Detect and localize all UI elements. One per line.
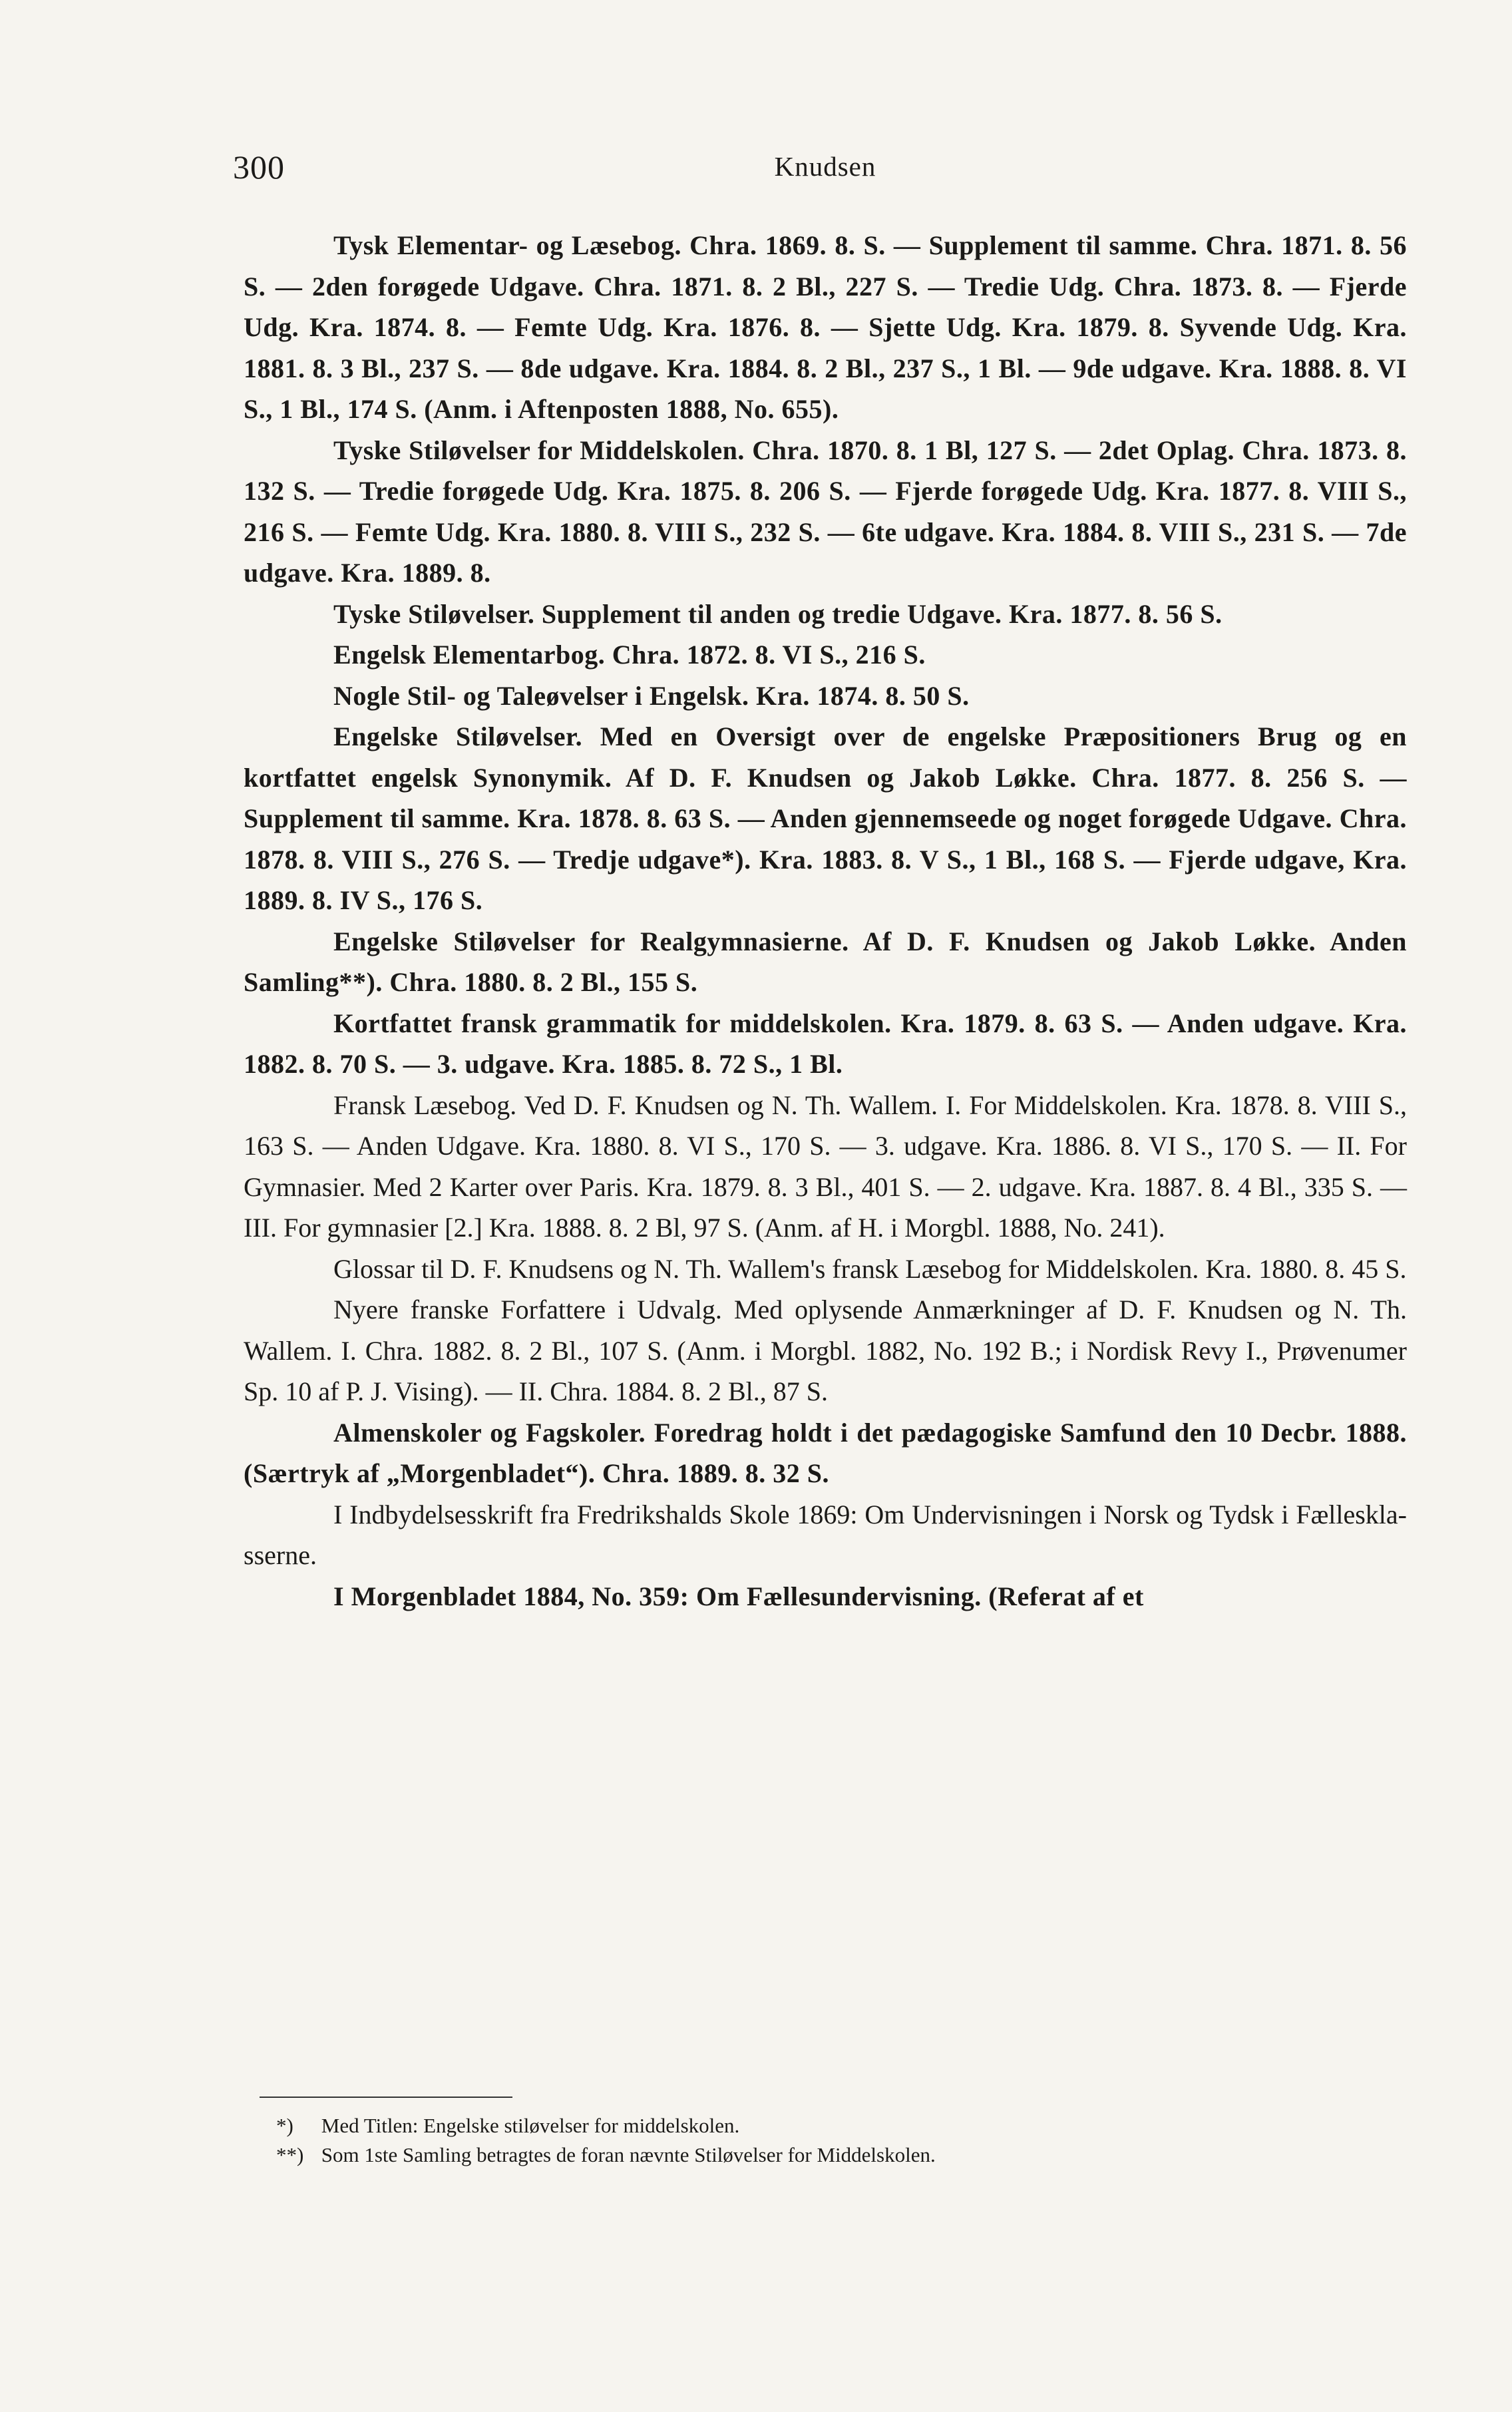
entry-engelske-stiloevelser: Engelske Stiløvelser. Med en Oversigt over de engelske Præpositioners Brug og en kortfattet engelsk Synonymik. Af D. F. Knudsen og Jakob Løkke. Chra. 1877. 8. 256 S. — Supplement til samme. Kra. 1878. 8. 63 S. — Anden gjennemseede og noget forøgede Udgave. Chra. 1878. 8. VIII S., 276 S. — Tredje udgave*). Kra. 1883. 8. V S., 1 Bl., 168 S. — Fjerde udgave, Kra. 1889. 8. IV S., 176 S. xyxy=(244,721,1407,915)
entry-tyske-stiloevelser: Tyske Stiløvelser for Middelskolen. Chra. 1870. 8. 1 Bl, 127 S. — 2det Oplag. Chra. 1873. 8. 132 S. — Tredie forøgede Udg. Kra. 1875. 8. 206 S. — Fjerde forøgede Udg. Kra. 1877. 8. VIII S., 216 S. — Femte Udg. Kra. 1880. 8. VIII S., 232 S. — 6te udgave. Kra. 1884. 8. VIII S., 231 S. — 7de udgave. Kra. 1889. 8. xyxy=(244,435,1407,588)
entry-nyere-franske-forfattere: Nyere franske Forfattere i Udvalg. Med oplysende Anmærkninger af D. F. Knudsen og N. Th. Wallem. I. Chra. 1882. 8. 2 Bl., 107 S. (Anm. i Morgbl. 1882, No. 192 B.; i Nordisk Revy I., Prøvenumer Sp. 10 af P. J. Vising). — II. Chra. 1884. 8. 2 Bl., 87 S. xyxy=(244,1295,1407,1406)
page-header xyxy=(233,148,1418,188)
entry-morgenbladet-1884: I Morgenbladet 1884, No. 359: Om Fællesundervisning. (Referat af et xyxy=(333,1581,1144,1611)
footnote-text: Med Titlen: Engelske stiløvelser for middelskolen. xyxy=(321,2114,740,2137)
footnote-mark: *) xyxy=(276,2114,293,2137)
entry-engelske-stiloevelser-realgymnasierne: Engelske Stiløvelser for Realgymnasierne. Af D. F. Knudsen og Jakob Løkke. Anden Samling**). Chra. 1880. 8. 2 Bl., 155 S. xyxy=(244,926,1407,997)
page-number: 300 xyxy=(233,148,285,186)
entry-glossar: Glossar til D. F. Knudsens og N. Th. Wallem's fransk Læsebog for Middelskolen. Kra. 1880. 8. 45 S. xyxy=(333,1253,1407,1284)
entry-engelsk-elementarbog: Engelsk Elementarbog. Chra. 1872. 8. VI S., 216 S. xyxy=(333,640,926,670)
entry-nogle-stil-og-taleoevelser: Nogle Stil- og Taleøvelser i Engelsk. Kra. 1874. 8. 50 S. xyxy=(333,680,970,711)
footnote-divider xyxy=(260,2097,512,2098)
entry-tysk-elementarbog: Tysk Elementar- og Læsebog. Chra. 1869. 8. S. — Supplement til samme. Chra. 1871. 8. 56 S. — 2den forøgede Udgave. Chra. 1871. 8. 2 Bl., 227 S. — Tredie Udg. Chra. 1873. 8. — Fjerde Udg. Kra. 1874. 8. — Femte Udg. Kra. 1876. 8. — Sjette Udg. Kra. 1879. 8. Syvende Udg. Kra. 1881. 8. 3 Bl., 237 S. — 8de udgave. Kra. 1884. 8. 2 Bl., 237 S., 1 Bl. — 9de udgave. Kra. 1888. 8. VI S., 1 Bl., 174 S. (Anm. i Aftenposten 1888, No. 655). xyxy=(244,230,1407,424)
bibliography-list xyxy=(244,225,1407,1617)
entry-kortfattet-fransk-grammatik: Kortfattet fransk grammatik for middelskolen. Kra. 1879. 8. 63 S. — Anden udgave. Kra. 1882. 8. 70 S. — 3. udgave. Kra. 1885. 8. 72 S., 1 Bl. xyxy=(244,1008,1407,1079)
footnotes xyxy=(276,2111,1274,2170)
running-head: Knudsen xyxy=(774,151,876,182)
entry-indbydelsesskrift: I Indbydelsesskrift fra Fredrikshalds Skole 1869: Om Undervisningen i Norsk og Tydsk i Fællesklasserne. xyxy=(244,1499,1407,1570)
entry-almenskoler-og-fagskoler: Almenskoler og Fagskoler. Foredrag holdt i det pædagogiske Samfund den 10 Decbr. 1888. (Særtryk af „Morgenbladet“). Chra. 1889. 8. 32 S. xyxy=(244,1417,1407,1488)
footnote-mark: **) xyxy=(276,2143,304,2166)
entry-fransk-laesebog: Fransk Læsebog. Ved D. F. Knudsen og N. Th. Wallem. I. For Middelskolen. Kra. 1878. 8. VIII S., 163 S. — Anden Udgave. Kra. 1880. 8. VI S., 170 S. — 3. udgave. Kra. 1886. 8. VI S., 170 S. — II. For Gymnasier. Med 2 Karter over Paris. Kra. 1879. 8. 3 Bl., 401 S. — 2. udgave. Kra. 1887. 8. 4 Bl., 335 S. — III. For gymnasier [2.] Kra. 1888. 8. 2 Bl, 97 S. (Anm. af H. i Morgbl. 1888, No. 241). xyxy=(244,1090,1407,1243)
footnote xyxy=(276,2140,1274,2170)
entry-tyske-stiloevelser-supplement: Tyske Stiløvelser. Supplement til anden og tredie Udgave. Kra. 1877. 8. 56 S. xyxy=(333,598,1223,629)
footnote xyxy=(276,2111,1274,2140)
footnote-text: Som 1ste Samling betragtes de foran nævnte Stiløvelser for Middelskolen. xyxy=(321,2143,936,2166)
